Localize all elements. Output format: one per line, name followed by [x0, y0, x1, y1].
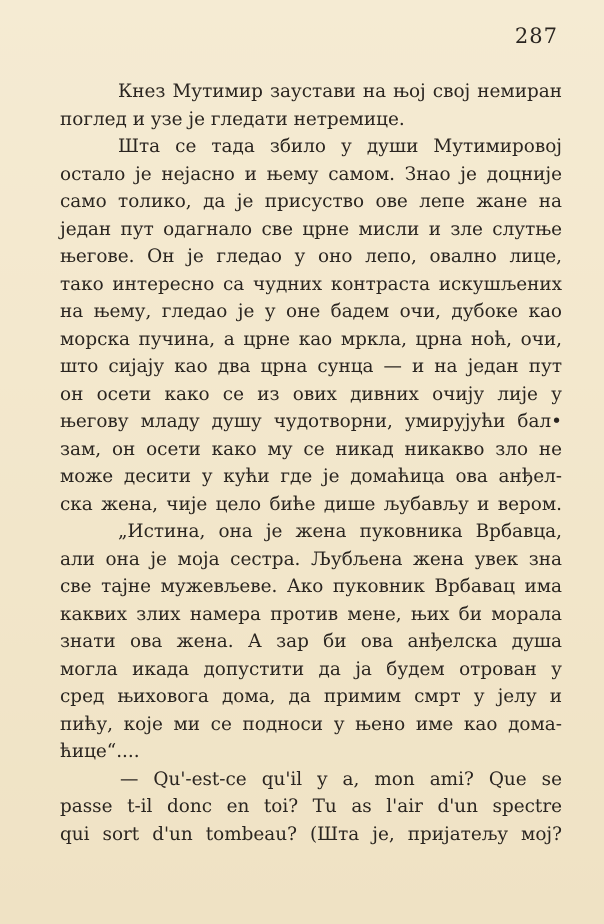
text-line: „Истина, она је жена пуковника Врбавца, [118, 521, 562, 542]
text-line: каквих злих намера против мене, њих би морала [60, 603, 562, 625]
text-line: може десити у кући где је домаћица ова анђел- [60, 466, 562, 487]
text-line: qui sort d'un tombeau? (Шта је, пријатељу мој? [60, 823, 562, 845]
text-line: само толико, да је присуство ове лепе жане на [60, 191, 562, 212]
text-line: његове. Он је гледао у оно лепо, овално лице, [60, 246, 562, 267]
text-line: Шта се тада збило у души Мутимировој [118, 136, 562, 157]
text-line: поглед и узе је гледати нетремице. [60, 108, 405, 130]
text-line: морска пучина, а црне као мркла, црна ноћ, очи, [60, 328, 562, 350]
text-line: тако интересно са чудних контраста искушљених [60, 273, 562, 295]
text-line: на њему, гледао је у оне бадем очи, дубоке као [60, 301, 562, 322]
text-line: сред њиховога дома, да примим смрт у јелу и [60, 686, 562, 707]
text-line: Кнез Мутимир заустави на њој свој немиран [118, 81, 562, 102]
text-line: — Qu'-est-ce qu'il y a, mon ami? Que se [120, 768, 562, 790]
text-line: он осети како се из ових дивних очију лије у [60, 383, 562, 405]
text-line: зам, он осети како му се никад никакво зло не [60, 438, 562, 460]
text-line: passe t-il donc en toi? Tu as l'air d'un spectre [60, 796, 562, 817]
text-line: остало је нејасно и њему самом. Знао је доцније [60, 163, 562, 185]
text-line: ска жена, чије цело биће дише љубављу и вером. [60, 493, 562, 515]
text-line: али она је моја сестра. Љубљена жена увек зна [60, 548, 562, 570]
text-line: могла икада допустити да ја будем отрован у [60, 658, 562, 680]
body-text [60, 78, 562, 848]
text-line: пићу, које ми се подноси у њено име као дома- [60, 713, 562, 735]
text-line: све тајне мужевљеве. Ако пуковник Врбавац има [60, 576, 562, 597]
page-number: 287 [514, 24, 558, 48]
text-line: његову младу душу чудотворни, умирујући бал• [60, 411, 562, 432]
text-line: што сијају као два црна сунца — и на један пут [60, 356, 562, 377]
text-line: ћице“.... [60, 741, 140, 762]
text-line: један пут одагнало све црне мисли и зле слутње [60, 218, 562, 240]
text-line: знати ова жена. А зар би ова анђелска душа [60, 631, 562, 652]
